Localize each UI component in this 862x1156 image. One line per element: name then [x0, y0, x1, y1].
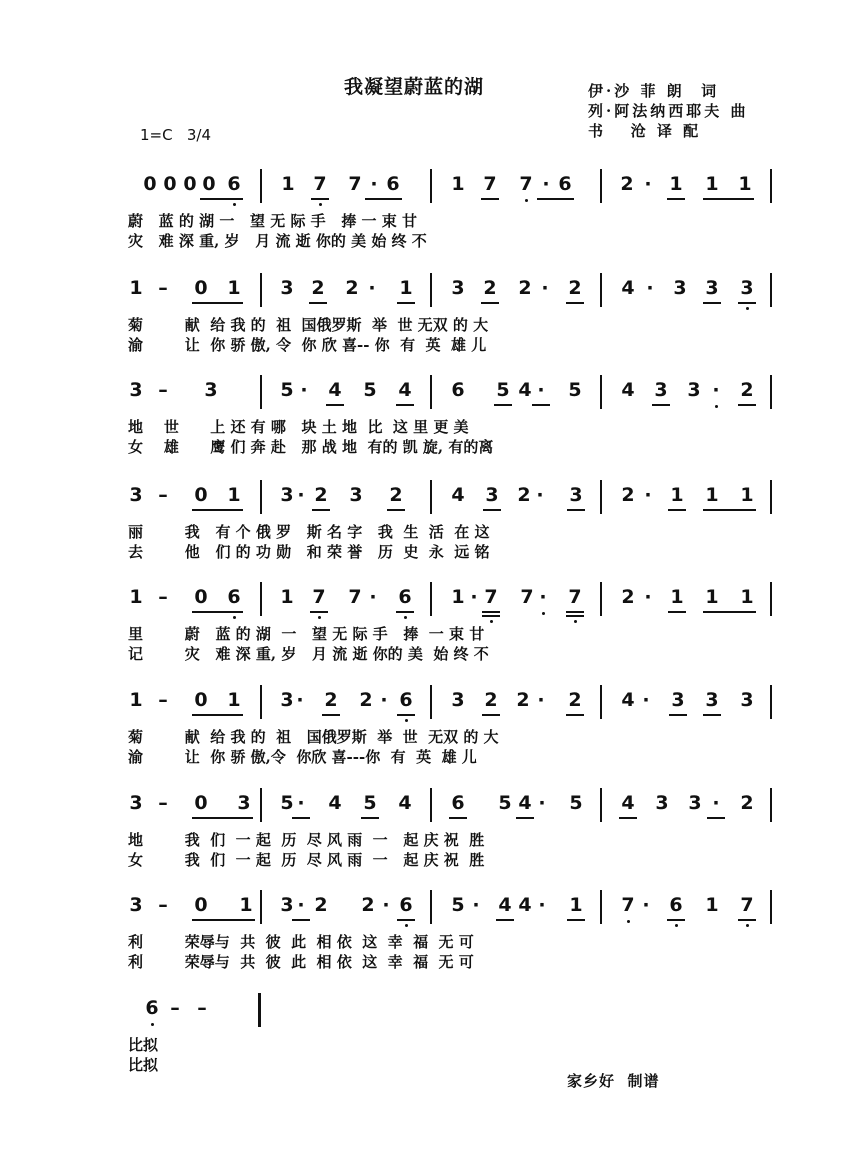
note: 6	[227, 586, 241, 608]
note: 1	[239, 894, 253, 916]
note: 3	[237, 792, 251, 814]
beam-underline	[192, 817, 253, 819]
note: 2	[517, 484, 531, 506]
note: 6	[386, 173, 400, 195]
note: 5	[363, 792, 377, 814]
note: 5	[280, 379, 294, 401]
beam-underline	[192, 509, 243, 511]
beam-underline	[668, 611, 686, 613]
beam-underline	[668, 509, 686, 511]
staff-system	[0, 483, 862, 578]
lyric-line-2: 比拟	[128, 1056, 159, 1074]
barline	[430, 788, 432, 822]
note: 3	[740, 689, 754, 711]
beam-underline	[192, 919, 255, 921]
barline	[600, 582, 602, 616]
dot-mark: ·	[642, 689, 650, 711]
dot-mark: ·	[539, 586, 547, 608]
final-barline	[258, 993, 261, 1027]
dot-mark: ·	[646, 277, 654, 299]
dash-mark: –	[158, 792, 168, 814]
beam-underline	[566, 302, 584, 304]
octave-dot	[318, 616, 321, 619]
octave-dot	[675, 924, 678, 927]
dot-mark: ·	[644, 484, 652, 506]
octave-dot	[542, 612, 545, 615]
note: 1	[705, 173, 719, 195]
note: 5	[363, 379, 377, 401]
lyric-line-1: 地 我 们 一 起 历 尽 风 雨 一 起 庆 祝 胜	[128, 831, 485, 849]
note: 5	[568, 379, 582, 401]
lyric-line-2: 女 我 们 一 起 历 尽 风 雨 一 起 庆 祝 胜	[128, 851, 485, 869]
note: 3	[705, 277, 719, 299]
note: 3	[280, 277, 294, 299]
note: 1	[451, 586, 465, 608]
barline	[600, 169, 602, 203]
note: 2	[389, 484, 403, 506]
beam-underline	[397, 714, 415, 716]
note: 1	[738, 173, 752, 195]
note: 2	[516, 689, 530, 711]
note: 3	[349, 484, 363, 506]
note: 7	[621, 894, 635, 916]
note: 5	[280, 792, 294, 814]
beam-underline	[311, 198, 329, 200]
note: 3	[688, 792, 702, 814]
barline	[430, 685, 432, 719]
staff-system	[0, 585, 862, 680]
note: 2	[311, 277, 325, 299]
note: 4	[398, 379, 412, 401]
barline	[600, 685, 602, 719]
note: 0	[202, 173, 216, 195]
beam-underline	[703, 509, 756, 511]
barline	[430, 890, 432, 924]
octave-dot	[490, 620, 493, 623]
note: 4	[498, 894, 512, 916]
dot-mark: ·	[297, 792, 305, 814]
dot-mark: ·	[369, 586, 377, 608]
beam-underline	[566, 615, 584, 617]
lyric-line-2: 渝 让 你 骄 傲, 令 你 欣 喜-- 你 有 英 雄 儿	[128, 336, 487, 354]
note: 3	[129, 484, 143, 506]
key-signature: 1=C 3/4	[140, 126, 212, 144]
beam-underline	[703, 198, 754, 200]
beam-underline	[667, 198, 685, 200]
note: 0	[183, 173, 197, 195]
barline	[600, 480, 602, 514]
note: 2	[740, 379, 754, 401]
note: 4	[328, 379, 342, 401]
note: 2	[621, 586, 635, 608]
barline	[260, 788, 262, 822]
lyric-line-1: 蔚 蓝 的 湖 一 望 无 际 手 捧 一 束 甘	[128, 212, 418, 230]
note: 6	[398, 586, 412, 608]
octave-dot	[746, 924, 749, 927]
note: 3	[654, 379, 668, 401]
note: 3	[705, 689, 719, 711]
beam-underline	[396, 611, 414, 613]
octave-dot	[746, 307, 749, 310]
note: 1	[227, 689, 241, 711]
note: 1	[399, 277, 413, 299]
octave-dot	[405, 924, 408, 927]
dot-mark: ·	[537, 379, 545, 401]
note: 1	[705, 484, 719, 506]
note: 2	[740, 792, 754, 814]
beam-underline	[738, 919, 756, 921]
note: 1	[451, 173, 465, 195]
lyric-line-2: 灾 难 深 重, 岁 月 流 逝 你的 美 始 终 不	[128, 232, 427, 250]
note: 0	[163, 173, 177, 195]
beam-underline	[567, 919, 585, 921]
barline	[770, 273, 772, 307]
beam-underline	[619, 817, 637, 819]
note: 7	[313, 173, 327, 195]
note: 0	[194, 792, 208, 814]
note: 3	[280, 484, 294, 506]
dot-mark: ·	[537, 689, 545, 711]
dash-mark: –	[158, 484, 168, 506]
octave-dot	[525, 199, 528, 202]
note: 1	[129, 277, 143, 299]
engraver-credit: 家乡好 制谱	[567, 1072, 660, 1090]
dash-mark: –	[170, 997, 180, 1019]
note: 1	[670, 484, 684, 506]
dot-mark: ·	[382, 894, 390, 916]
beam-underline	[292, 919, 310, 921]
barline	[260, 169, 262, 203]
beam-underline	[322, 714, 340, 716]
beam-underline	[397, 919, 415, 921]
beam-underline	[309, 302, 327, 304]
note: 1	[670, 586, 684, 608]
dash-mark: –	[197, 997, 207, 1019]
note: 4	[398, 792, 412, 814]
staff-system	[0, 688, 862, 783]
note: 1	[129, 586, 143, 608]
lyric-line-1: 比拟	[128, 1036, 159, 1054]
beam-underline	[738, 404, 756, 406]
note: 7	[484, 586, 498, 608]
lyric-line-2: 记 灾 难 深 重, 岁 月 流 逝 你的 美 始 终 不	[128, 645, 489, 663]
beam-underline	[483, 509, 501, 511]
note: 1	[705, 894, 719, 916]
note: 3	[280, 689, 294, 711]
note: 1	[129, 689, 143, 711]
beam-underline	[449, 817, 467, 819]
staff-system	[0, 172, 862, 267]
note: 0	[143, 173, 157, 195]
beam-underline	[516, 817, 534, 819]
beam-underline	[192, 714, 243, 716]
dot-mark: ·	[296, 689, 304, 711]
note: 4	[621, 792, 635, 814]
note: 4	[518, 894, 532, 916]
dot-mark: ·	[380, 689, 388, 711]
barline	[430, 169, 432, 203]
note: 4	[518, 792, 532, 814]
beam-underline	[481, 302, 499, 304]
beam-underline	[566, 714, 584, 716]
note: 7	[312, 586, 326, 608]
translator-credit: 书 沧 译 配	[588, 122, 702, 140]
note: 5	[451, 894, 465, 916]
note: 3	[129, 379, 143, 401]
note: 6	[451, 792, 465, 814]
barline	[260, 685, 262, 719]
note: 2	[620, 173, 634, 195]
lyric-line-1: 丽 我 有 个 俄 罗 斯 名 字 我 生 活 在 这	[128, 523, 490, 541]
dot-mark: ·	[297, 484, 305, 506]
octave-dot	[627, 920, 630, 923]
beam-underline	[192, 611, 243, 613]
dash-mark: –	[158, 586, 168, 608]
barline	[770, 582, 772, 616]
dot-mark: ·	[644, 173, 652, 195]
note: 4	[621, 689, 635, 711]
beam-underline	[738, 302, 756, 304]
beam-underline	[310, 611, 328, 613]
barline	[600, 375, 602, 409]
octave-dot	[574, 620, 577, 623]
dash-mark: –	[158, 277, 168, 299]
dot-mark: ·	[644, 586, 652, 608]
note: 6	[399, 894, 413, 916]
note: 5	[498, 792, 512, 814]
dot-mark: ·	[541, 277, 549, 299]
barline	[430, 582, 432, 616]
beam-underline	[703, 302, 721, 304]
note: 6	[558, 173, 572, 195]
barline	[770, 890, 772, 924]
beam-underline	[703, 714, 721, 716]
dot-mark: ·	[712, 792, 720, 814]
note: 3	[740, 277, 754, 299]
beam-underline	[707, 817, 725, 819]
dot-mark: ·	[370, 173, 378, 195]
note: 3	[673, 277, 687, 299]
staff-system	[0, 791, 862, 886]
octave-dot	[715, 405, 718, 408]
note: 6	[227, 173, 241, 195]
note: 1	[227, 277, 241, 299]
lyric-line-1: 地 世 上 还 有 哪 块 土 地 比 这 里 更 美	[128, 418, 469, 436]
beam-underline	[481, 198, 499, 200]
barline	[430, 273, 432, 307]
note: 6	[669, 894, 683, 916]
octave-dot	[233, 203, 236, 206]
note: 7	[568, 586, 582, 608]
barline	[600, 788, 602, 822]
note: 7	[519, 173, 533, 195]
note: 3	[671, 689, 685, 711]
octave-dot	[319, 203, 322, 206]
beam-underline	[326, 404, 344, 406]
octave-dot	[151, 1023, 154, 1026]
note: 7	[483, 173, 497, 195]
note: 0	[194, 586, 208, 608]
note: 2	[314, 484, 328, 506]
dot-mark: ·	[538, 894, 546, 916]
note: 6	[451, 379, 465, 401]
note: 6	[145, 997, 159, 1019]
note: 1	[705, 586, 719, 608]
staff-system	[0, 893, 862, 988]
note: 2	[483, 277, 497, 299]
beam-underline	[387, 509, 405, 511]
beam-underline	[703, 611, 756, 613]
note: 0	[194, 894, 208, 916]
beam-underline	[566, 611, 584, 613]
lyric-line-1: 菊 献 给 我 的 祖 国俄罗斯 举 世 无双 的 大	[128, 316, 489, 334]
barline	[260, 375, 262, 409]
composer-credit: 列·阿法纳西耶夫 曲	[588, 102, 749, 120]
lyric-line-1: 里 蔚 蓝 的 湖 一 望 无 际 手 捧 一 束 甘	[128, 625, 485, 643]
note: 3	[687, 379, 701, 401]
note: 2	[484, 689, 498, 711]
note: 2	[314, 894, 328, 916]
lyric-line-2: 去 他 们 的 功 勋 和 荣 誉 历 史 永 远 铭	[128, 543, 490, 561]
lyric-line-1: 菊 献 给 我 的 祖 国俄罗斯 举 世 无双 的 大	[128, 728, 499, 746]
lyricist-credit: 伊·沙 菲 朗 词	[588, 82, 720, 100]
barline	[770, 169, 772, 203]
barline	[600, 890, 602, 924]
barline	[770, 480, 772, 514]
beam-underline	[482, 714, 500, 716]
note: 2	[361, 894, 375, 916]
staff-system	[0, 276, 862, 371]
note: 2	[518, 277, 532, 299]
beam-underline	[361, 817, 379, 819]
beam-underline	[494, 404, 512, 406]
note: 2	[345, 277, 359, 299]
staff-system	[0, 378, 862, 473]
note: 4	[328, 792, 342, 814]
note: 5	[496, 379, 510, 401]
lyric-line-1: 利 荣辱与 共 彼 此 相 依 这 幸 福 无 可	[128, 933, 474, 951]
note: 3	[451, 277, 465, 299]
dot-mark: ·	[642, 894, 650, 916]
beam-underline	[192, 302, 243, 304]
barline	[770, 685, 772, 719]
lyric-line-2: 女 雄 鹰 们 奔 赴 那 战 地 有的 凯 旋, 有的离	[128, 438, 494, 456]
song-title: 我凝望蔚蓝的湖	[344, 76, 485, 98]
note: 4	[621, 277, 635, 299]
beam-underline	[482, 611, 500, 613]
barline	[260, 480, 262, 514]
note: 1	[280, 586, 294, 608]
note: 7	[348, 586, 362, 608]
note: 3	[204, 379, 218, 401]
octave-dot	[404, 616, 407, 619]
note: 1	[740, 484, 754, 506]
note: 3	[655, 792, 669, 814]
dot-mark: ·	[368, 277, 376, 299]
note: 6	[399, 689, 413, 711]
barline	[260, 890, 262, 924]
note: 4	[621, 379, 635, 401]
beam-underline	[532, 404, 550, 406]
note: 3	[129, 894, 143, 916]
beam-underline	[482, 615, 500, 617]
barline	[770, 375, 772, 409]
note: 0	[194, 689, 208, 711]
dash-mark: –	[158, 379, 168, 401]
barline	[260, 582, 262, 616]
note: 3	[485, 484, 499, 506]
dot-mark: ·	[297, 894, 305, 916]
note: 3	[451, 689, 465, 711]
dot-mark: ·	[538, 792, 546, 814]
dot-mark: ·	[470, 586, 478, 608]
beam-underline	[292, 817, 310, 819]
note: 5	[569, 792, 583, 814]
beam-underline	[396, 404, 414, 406]
dot-mark: ·	[300, 379, 308, 401]
beam-underline	[567, 509, 585, 511]
note: 4	[518, 379, 532, 401]
note: 7	[740, 894, 754, 916]
barline	[260, 273, 262, 307]
staff-system	[0, 996, 862, 1091]
note: 2	[359, 689, 373, 711]
dash-mark: –	[158, 689, 168, 711]
note: 2	[568, 689, 582, 711]
beam-underline	[312, 509, 330, 511]
barline	[770, 788, 772, 822]
note: 3	[280, 894, 294, 916]
note: 3	[569, 484, 583, 506]
dot-mark: ·	[472, 894, 480, 916]
note: 3	[129, 792, 143, 814]
beam-underline	[537, 198, 574, 200]
dot-mark: ·	[536, 484, 544, 506]
beam-underline	[667, 919, 685, 921]
barline	[430, 480, 432, 514]
note: 2	[621, 484, 635, 506]
beam-underline	[669, 714, 687, 716]
beam-underline	[365, 198, 402, 200]
note: 7	[348, 173, 362, 195]
note: 2	[568, 277, 582, 299]
beam-underline	[397, 302, 415, 304]
note: 1	[281, 173, 295, 195]
note: 7	[520, 586, 534, 608]
note: 1	[669, 173, 683, 195]
dot-mark: ·	[712, 379, 720, 401]
beam-underline	[496, 919, 514, 921]
note: 2	[324, 689, 338, 711]
beam-underline	[652, 404, 670, 406]
dot-mark: ·	[542, 173, 550, 195]
lyric-line-2: 渝 让 你 骄 傲,令 你欣 喜---你 有 英 雄 儿	[128, 748, 477, 766]
barline	[430, 375, 432, 409]
lyric-line-2: 利 荣辱与 共 彼 此 相 依 这 幸 福 无 可	[128, 953, 474, 971]
barline	[600, 273, 602, 307]
note: 4	[451, 484, 465, 506]
note: 1	[740, 586, 754, 608]
beam-underline	[200, 198, 243, 200]
note: 1	[227, 484, 241, 506]
dash-mark: –	[158, 894, 168, 916]
note: 0	[194, 484, 208, 506]
note: 1	[569, 894, 583, 916]
note: 0	[194, 277, 208, 299]
octave-dot	[405, 719, 408, 722]
octave-dot	[233, 616, 236, 619]
